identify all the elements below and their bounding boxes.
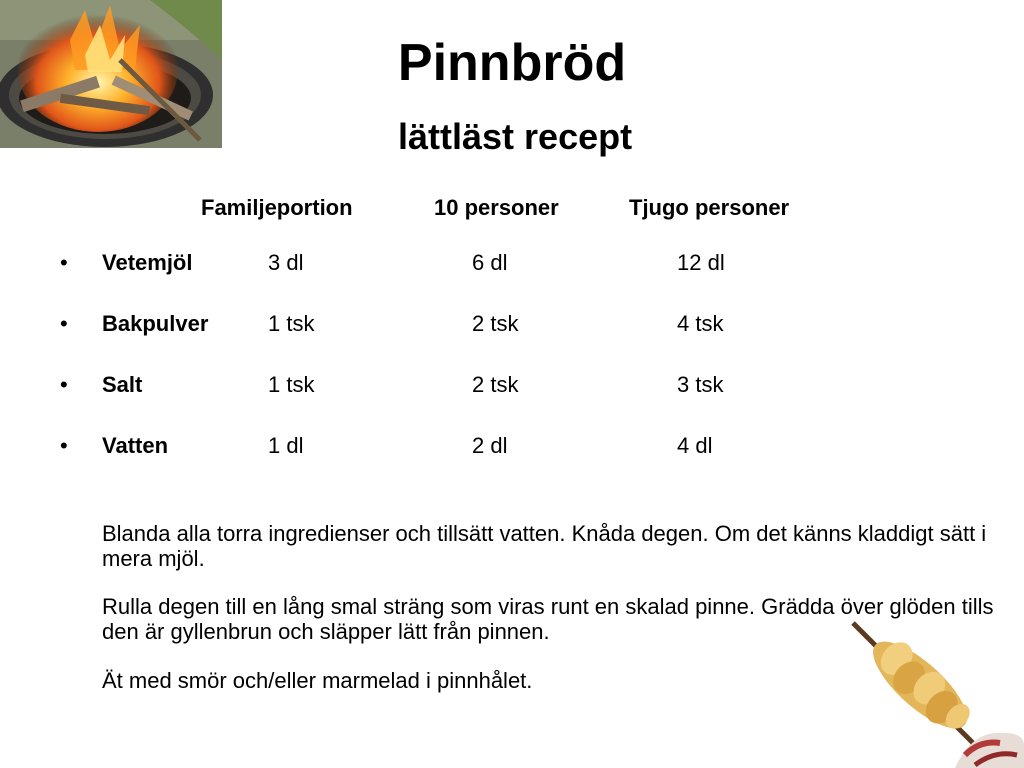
- bullet: •: [60, 311, 68, 336]
- ingredient-name: Salt: [102, 372, 143, 397]
- bullet: •: [60, 250, 68, 275]
- bullet: •: [60, 433, 68, 458]
- amount-family: 1 tsk: [268, 372, 315, 397]
- column-header-ten: 10 personer: [434, 195, 559, 220]
- instruction-paragraph: Ät med smör och/eller marmelad i pinnhålet.: [102, 668, 533, 693]
- ingredient-name: Vatten: [102, 433, 169, 458]
- amount-family: 3 dl: [268, 250, 304, 275]
- ingredient-row: [0, 248, 1024, 278]
- amount-ten: 2 tsk: [472, 372, 519, 397]
- page-subtitle: lättläst recept: [398, 116, 633, 157]
- amount-twenty: 4 tsk: [677, 311, 724, 336]
- ingredient-name: Bakpulver: [102, 311, 209, 336]
- amount-ten: 2 tsk: [472, 311, 519, 336]
- amount-ten: 2 dl: [472, 433, 508, 458]
- ingredient-name: Vetemjöl: [102, 250, 193, 275]
- amount-twenty: 4 dl: [677, 433, 713, 458]
- amount-family: 1 dl: [268, 433, 304, 458]
- ingredient-row: [0, 431, 1024, 461]
- instruction-paragraph: Blanda alla torra ingredienser och tillsätt vatten. Knåda degen. Om det känns kladdigt sätt i mera mjöl.: [102, 521, 987, 571]
- instruction-paragraph: Rulla degen till en lång smal sträng som viras runt en skalad pinne. Grädda över glöden tills den är gyllenbrun och släpper lätt från pinnen.: [102, 594, 994, 644]
- page-title: Pinnbröd: [397, 34, 627, 92]
- bullet: •: [60, 372, 68, 397]
- ingredient-row: [0, 370, 1024, 400]
- amount-twenty: 12 dl: [677, 250, 725, 275]
- column-header-twenty: Tjugo personer: [629, 195, 790, 220]
- column-header-family: Familjeportion: [201, 195, 353, 220]
- stick-bread-photo: [845, 615, 1024, 768]
- amount-family: 1 tsk: [268, 311, 315, 336]
- amount-twenty: 3 tsk: [677, 372, 724, 397]
- amount-ten: 6 dl: [472, 250, 508, 275]
- ingredient-row: [0, 309, 1024, 339]
